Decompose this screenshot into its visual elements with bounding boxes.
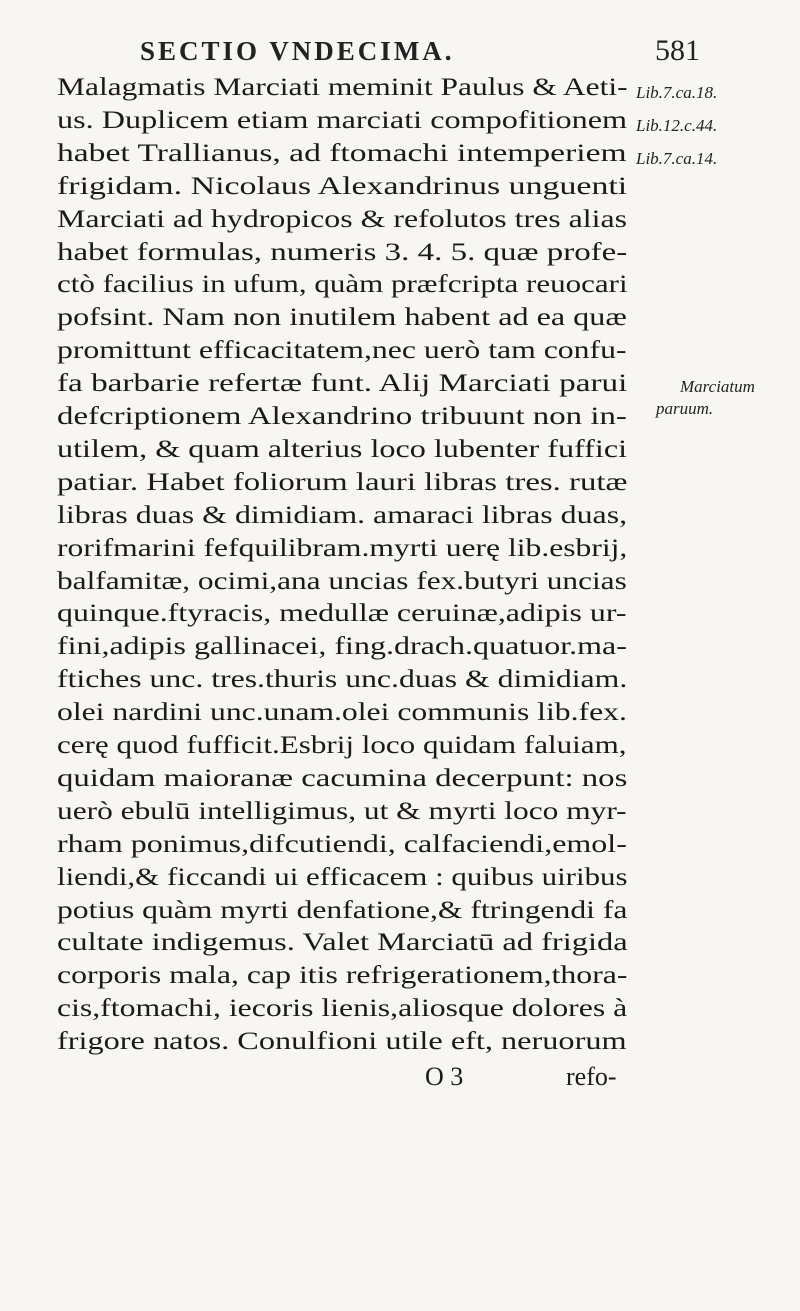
margin-note: paruum. (656, 399, 714, 418)
text-line: pofsint. Nam non inutilem habent ad ea quæ (57, 302, 627, 332)
text-line: cis,ftomachi, iecoris lienis,aliosque dolores à (57, 993, 628, 1023)
page-number: 581 (655, 34, 700, 67)
margin-note: Lib.12.c.44. (636, 116, 718, 135)
text-line: Malagmatis Marciati meminit Paulus & Aeti- (57, 72, 628, 101)
text-line: Marciati ad hydropicos & refolutos tres alias (57, 203, 628, 233)
text-line: habet formulas, numeris 3. 4. 5. quæ profe- (57, 236, 628, 266)
text-line: utilem, & quam alterius loco lubenter fuffici (57, 433, 628, 463)
text-line: ftiches unc. tres.thuris unc.duas & dimidiam. (57, 664, 628, 694)
text-line: olei nardini unc.unam.olei communis lib.fex. (57, 697, 627, 727)
text-line: frigidam. Nicolaus Alexandrinus unguenti (57, 170, 628, 200)
text-line: ctò facilius in ufum, quàm præfcripta reuocari (57, 269, 628, 299)
text-line: fini,adipis gallinacei, fing.drach.quatuor.ma- (57, 631, 627, 661)
catchword: refo- (566, 1062, 617, 1091)
text-line: cerę quod fufficit.Esbrij loco quidam faluiam, (57, 730, 627, 759)
text-line: fa barbarie refertæ funt. Alij Marciati parui (57, 368, 628, 398)
margin-note: Marciatum (680, 377, 755, 396)
text-line: quinque.ftyracis, medullæ ceruinæ,adipis ur- (57, 598, 627, 628)
text-line: corporis mala, cap itis refrigerationem,thora- (57, 960, 628, 990)
text-line: balfamitæ, ocimi,ana uncias fex.butyri uncias (57, 565, 627, 595)
text-line: rham ponimus,difcutiendi, calfaciendi,emol- (57, 828, 627, 858)
text-line: rorifmarini fefquilibram.myrti uerę lib.esbrij, (57, 532, 628, 562)
signature-mark: O 3 (425, 1062, 464, 1091)
text-line: habet Trallianus, ad ftomachi intemperiem (57, 137, 627, 167)
text-line: quidam maioranæ cacumina decerpunt: nos (57, 762, 628, 792)
margin-note: Lib.7.ca.18. (636, 83, 718, 102)
text-line: uerò ebulū intelligimus, ut & myrti loco myr- (57, 795, 627, 825)
running-head (140, 36, 700, 72)
text-line: us. Duplicem etiam marciati compofitionem (57, 104, 628, 134)
text-line: promittunt efficacitatem,nec uerò tam confu- (57, 335, 627, 365)
text-line: frigore natos. Conulfioni utile eft, neruorum (57, 1026, 627, 1056)
text-line: libras duas & dimidiam. amaraci libras duas, (57, 499, 628, 529)
text-line: defcriptionem Alexandrino tribuunt non in- (57, 401, 627, 430)
margin-note: Lib.7.ca.14. (636, 149, 718, 168)
text-line: cultate indigemus. Valet Marciatū ad frigida (57, 927, 628, 957)
text-line: liendi,& ficcandi ui efficacem : quibus uiribus (57, 861, 628, 891)
text-line: patiar. Habet foliorum lauri libras tres. rutæ (57, 466, 628, 496)
text-line: potius quàm myrti denfatione,& ftringendi fa (57, 894, 628, 924)
running-title: SECTIO VNDECIMA. (140, 36, 455, 66)
